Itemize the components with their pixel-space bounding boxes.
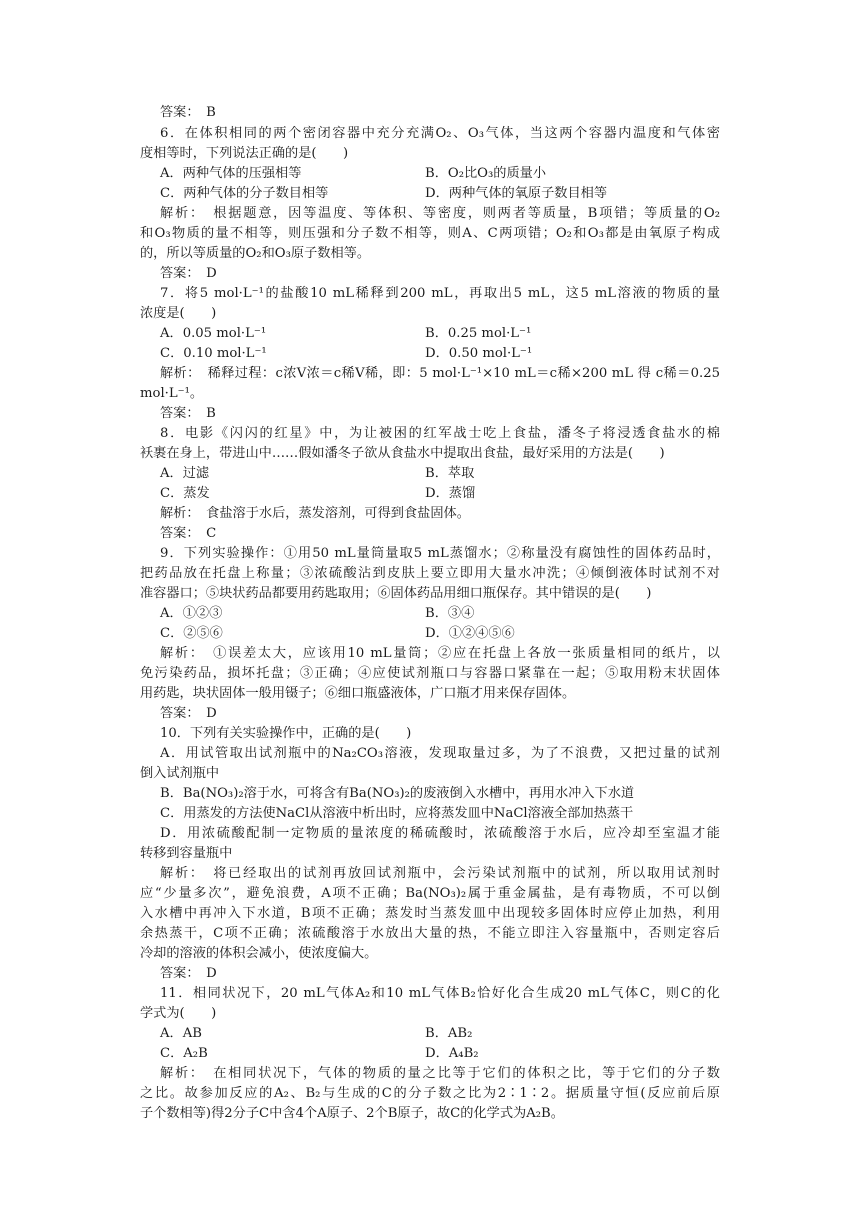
q9-option-c: C．②⑤⑥ xyxy=(160,626,223,641)
q10-stem: 10．下列有关实验操作中，正确的是( ) xyxy=(160,726,412,741)
q7-option-d: D．0.50 mol·L⁻¹ xyxy=(425,346,533,361)
q11-analysis-line-2: 之比。故参加反应的A₂、B₂与生成的C的分子数之比为2∶1∶2。据质量守恒(反应前后原 xyxy=(140,1086,720,1101)
q7-analysis-line-1: 解析： 稀释过程：c浓V浓＝c稀V稀，即：5 mol·L⁻¹×10 mL＝c稀×200 mL 得 c稀＝0.25 xyxy=(160,366,720,381)
q6-option-c: C．两种气体的分子数目相等 xyxy=(160,186,329,201)
q6-answer: 答案： D xyxy=(160,266,217,281)
q8-option-d: D．蒸馏 xyxy=(425,486,476,501)
q11-stem-line-1: 11．相同状况下，20 mL气体A₂和10 mL气体B₂恰好化合生成20 mL气体C，则C的化 xyxy=(160,986,720,1001)
q6-stem-line-1: 6．在体积相同的两个密闭容器中充分充满O₂、O₃气体，当这两个容器内温度和气体密 xyxy=(160,126,720,141)
q6-option-d: D．两种气体的氧原子数目相等 xyxy=(425,186,608,201)
q6-analysis-line-2: 和O₃物质的量不相等，则压强和分子数不相等，则A、C两项错；O₂和O₃都是由氧原子构成 xyxy=(140,226,720,241)
q7-stem-line-1: 7．将5 mol·L⁻¹的盐酸10 mL稀释到200 mL，再取出5 mL，这5 mL溶液的物质的量 xyxy=(160,286,720,301)
q10-option-b: B．Ba(NO₃)₂溶于水，可将含有Ba(NO₃)₂的废液倒入水槽中，再用水冲入下水道 xyxy=(160,786,635,801)
q11-stem-line-2: 学式为( ) xyxy=(140,1006,217,1021)
q9-stem-line-1: 9．下列实验操作：①用50 mL量筒量取5 mL蒸馏水；②称量没有腐蚀性的固体药品时， xyxy=(160,546,720,561)
q10-analysis-line-5: 冷却的溶液的体积会减小，使浓度偏大。 xyxy=(140,946,378,961)
q8-option-c: C．蒸发 xyxy=(160,486,210,501)
q6-analysis-line-1: 解析： 根据题意，因等温度、等体积、等密度，则两者等质量，B项错；等质量的O₂ xyxy=(160,206,720,221)
q9-stem-line-3: 准容器口；⑤块状药品都要用药匙取用；⑥固体药品用细口瓶保存。其中错误的是( ) xyxy=(140,586,652,601)
q10-option-c: C．用蒸发的方法使NaCl从溶液中析出时，应将蒸发皿中NaCl溶液全部加热蒸干 xyxy=(160,806,634,821)
q9-analysis-line-3: 用药匙，块状固体一般用镊子；⑥细口瓶盛液体，广口瓶才用来保存固体。 xyxy=(140,686,576,701)
q9-option-b: B．③④ xyxy=(425,606,475,621)
q7-option-c: C．0.10 mol·L⁻¹ xyxy=(160,346,267,361)
q7-stem-line-2: 浓度是( ) xyxy=(140,306,217,321)
q10-option-a-line-2: 倒入试剂瓶中 xyxy=(140,766,220,781)
q8-answer: 答案： C xyxy=(160,526,217,541)
q10-option-a-line-1: A．用试管取出试剂瓶中的Na₂CO₃溶液，发现取量过多，为了不浪费，又把过量的试剂 xyxy=(160,746,720,761)
q11-option-d: D．A₄B₂ xyxy=(425,1046,479,1061)
q8-analysis-line-1: 解析： 食盐溶于水后，蒸发溶剂，可得到食盐固体。 xyxy=(160,506,470,521)
q7-answer: 答案： B xyxy=(160,406,216,421)
q10-option-d-line-2: 转移到容量瓶中 xyxy=(140,846,233,861)
q10-answer: 答案： D xyxy=(160,966,217,981)
q7-option-b: B．0.25 mol·L⁻¹ xyxy=(425,326,532,341)
q6-option-a: A．两种气体的压强相等 xyxy=(160,166,302,181)
q6-stem-line-2: 度相等时，下列说法正确的是( ) xyxy=(140,146,349,161)
q9-answer: 答案： D xyxy=(160,706,217,721)
q11-option-b: B．AB₂ xyxy=(425,1026,473,1041)
q5-answer: 答案： B xyxy=(160,105,216,120)
q7-analysis-line-2: mol·L⁻¹。 xyxy=(140,386,204,401)
q10-analysis-line-3: 入水槽中再冲入下水道，B项不正确；蒸发时当蒸发皿中出现较多固体时应停止加热，利用 xyxy=(140,906,720,921)
q6-option-b: B．O₂比O₃的质量小 xyxy=(425,166,547,181)
q11-analysis-line-1: 解析： 在相同状况下，气体的物质的量之比等于它们的体积之比，等于它们的分子数 xyxy=(160,1066,720,1081)
q9-option-a: A．①②③ xyxy=(160,606,223,621)
q11-option-c: C．A₂B xyxy=(160,1046,208,1061)
q10-analysis-line-1: 解析： 将已经取出的试剂再放回试剂瓶中，会污染试剂瓶中的试剂，所以取用试剂时 xyxy=(160,866,720,881)
q10-analysis-line-4: 余热蒸干，C项不正确；浓硫酸溶于水放出大量的热，不能立即注入容量瓶中，否则定容后 xyxy=(140,926,720,941)
q10-analysis-line-2: 应“少量多次”，避免浪费，A项不正确；Ba(NO₃)₂属于重金属盐，是有毒物质，不可以倒 xyxy=(140,886,720,901)
q11-option-a: A．AB xyxy=(160,1026,202,1041)
q8-stem-line-2: 袄裹在身上，带进山中……假如潘冬子欲从食盐水中提取出食盐，最好采用的方法是( ) xyxy=(140,446,665,461)
q9-analysis-line-2: 免污染药品，损坏托盘；③正确；④应使试剂瓶口与容器口紧靠在一起；⑤取用粉末状固体 xyxy=(140,666,720,681)
q9-stem-line-2: 把药品放在托盘上称量；③浓硫酸沾到皮肤上要立即用大量水冲洗；④倾倒液体时试剂不对 xyxy=(140,566,720,581)
q8-stem-line-1: 8．电影《闪闪的红星》中，为让被困的红军战士吃上食盐，潘冬子将浸透食盐水的棉 xyxy=(160,426,720,441)
q10-option-d-line-1: D．用浓硫酸配制一定物质的量浓度的稀硫酸时，浓硫酸溶于水后，应冷却至室温才能 xyxy=(160,826,720,841)
q7-option-a: A．0.05 mol·L⁻¹ xyxy=(160,326,267,341)
q11-analysis-line-3: 子个数相等)得2分子C中含4个A原子、2个B原子，故C的化学式为A₂B。 xyxy=(140,1106,564,1121)
q8-option-b: B．萃取 xyxy=(425,466,475,481)
q6-analysis-line-3: 的，所以等质量的O₂和O₃原子数相等。 xyxy=(140,246,371,261)
q9-analysis-line-1: 解析： ①误差太大，应该用10 mL量筒；②应在托盘上各放一张质量相同的纸片，以 xyxy=(160,646,720,661)
q9-option-d: D．①②④⑤⑥ xyxy=(425,626,515,641)
q8-option-a: A．过滤 xyxy=(160,466,210,481)
